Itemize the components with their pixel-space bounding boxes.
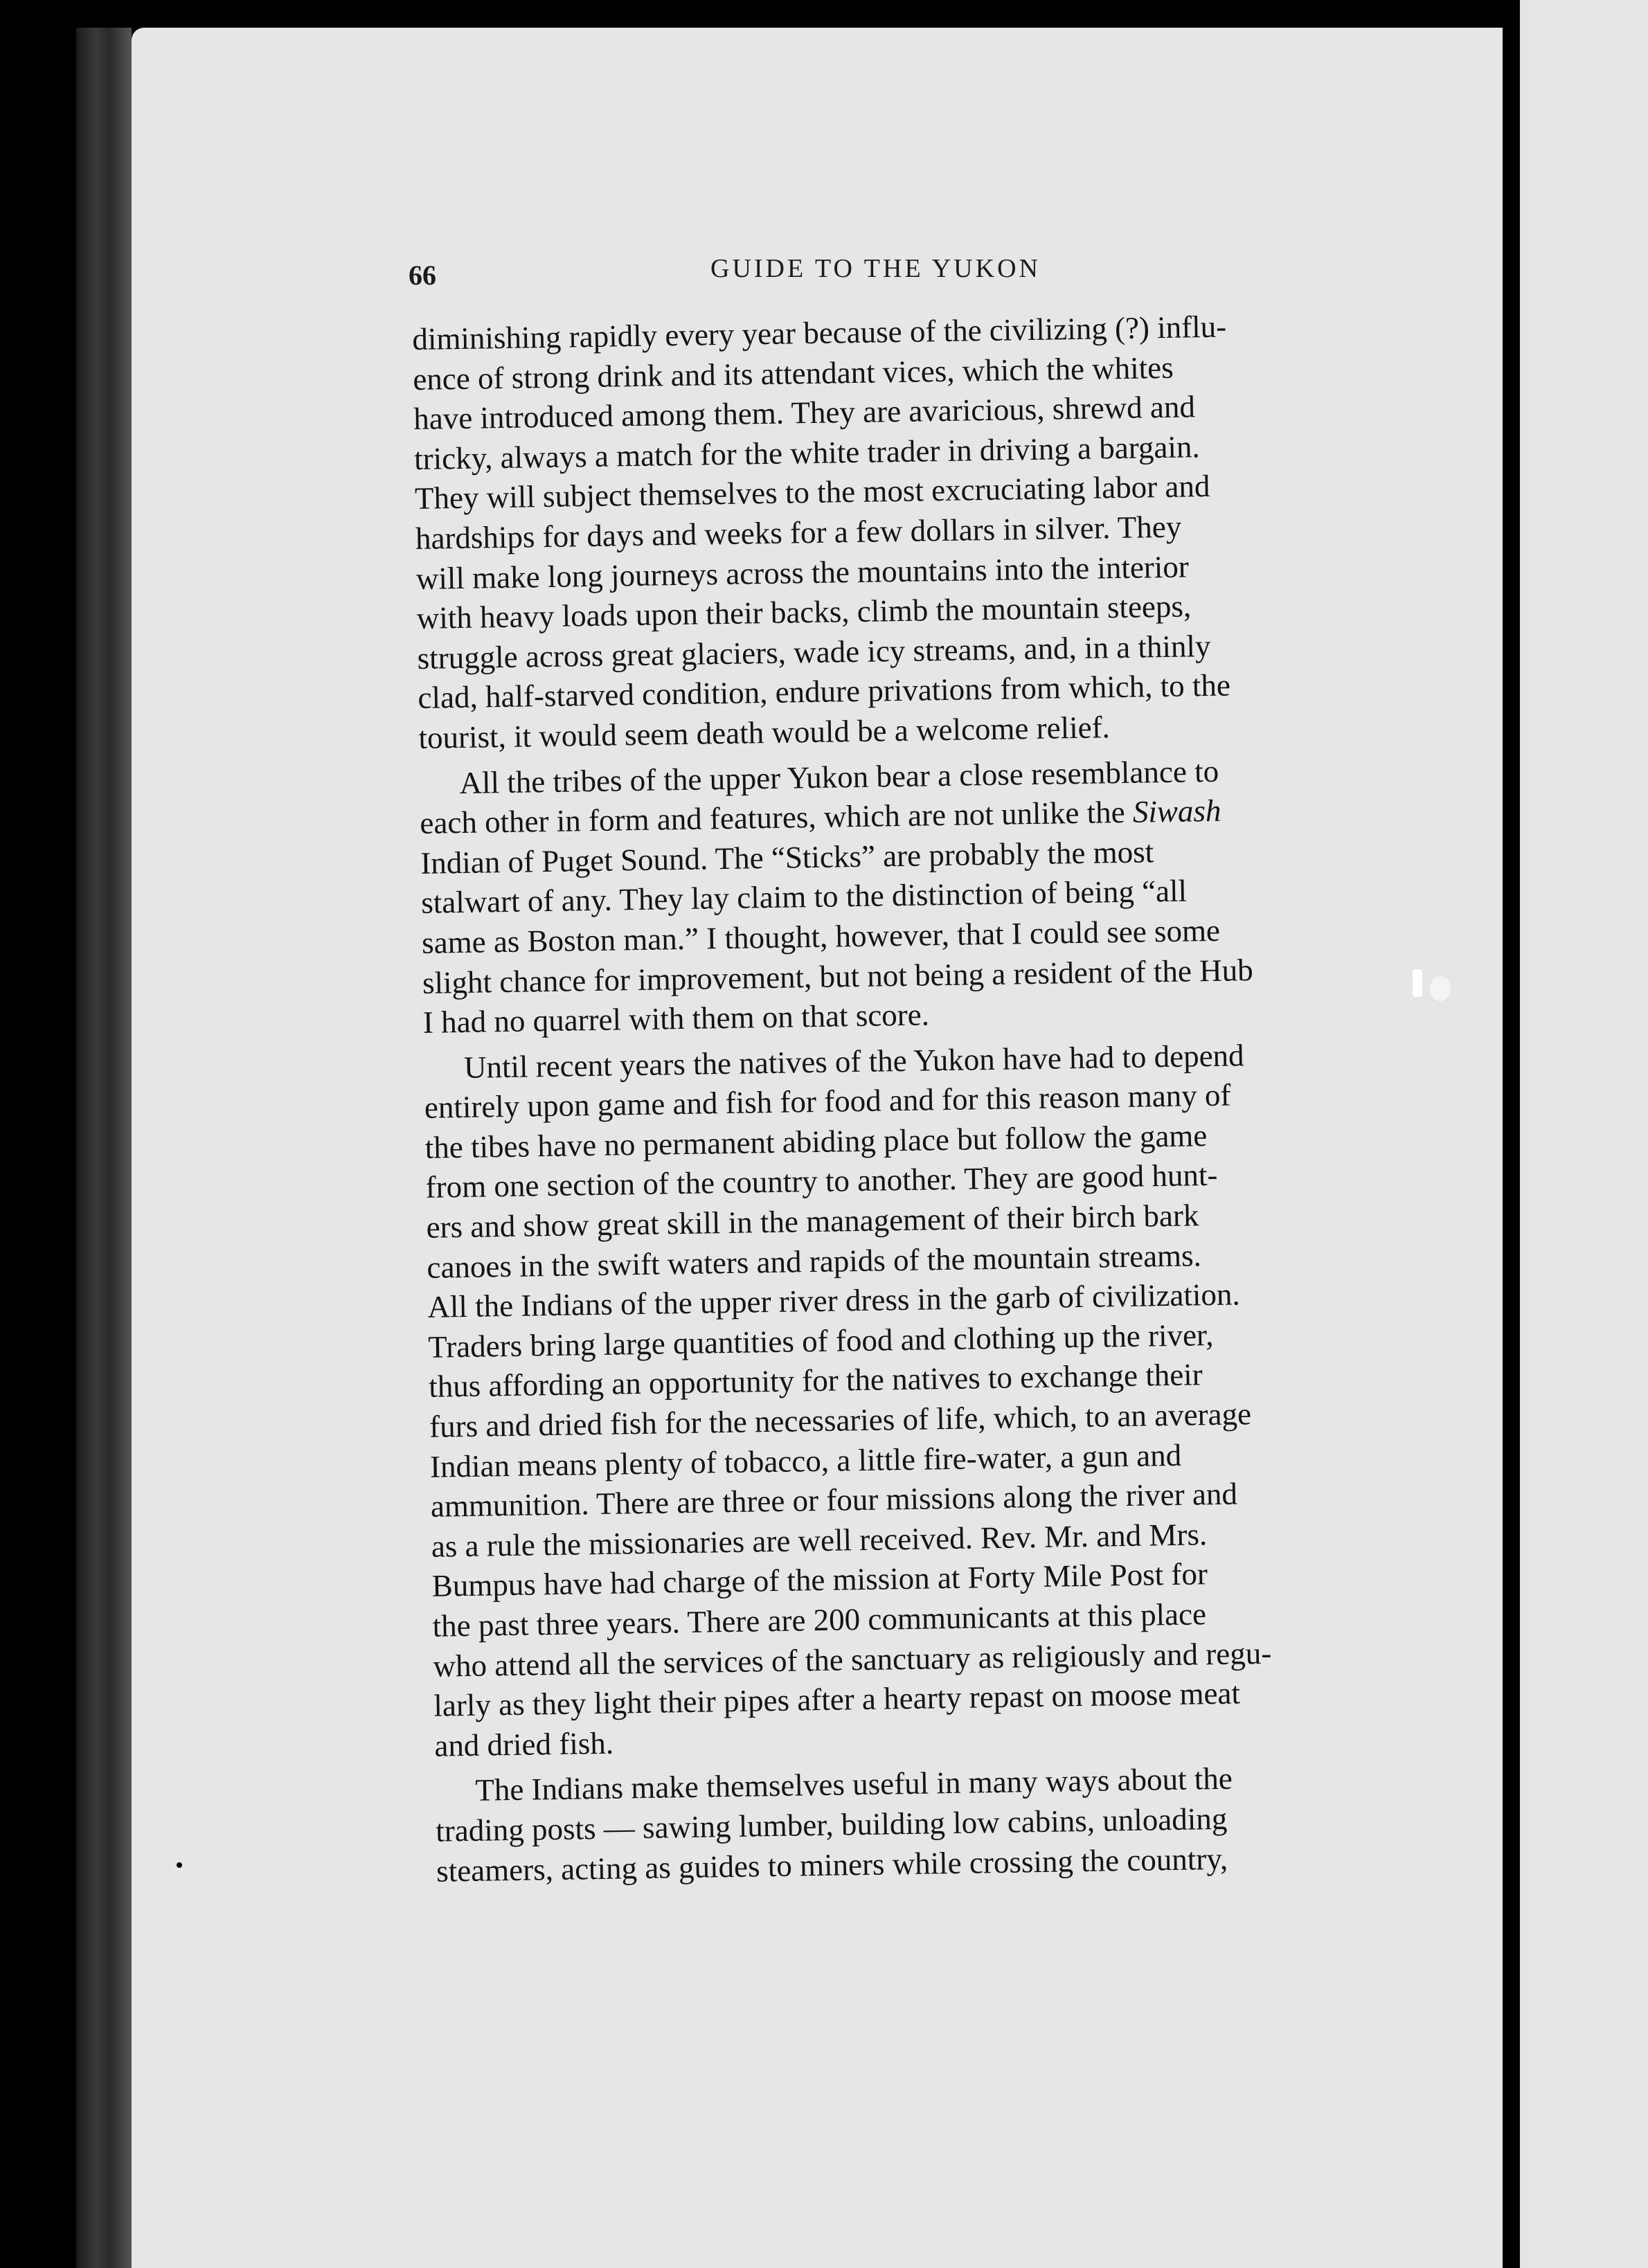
text-line: canoes in the swift waters and rapids of the mountain streams. <box>427 1237 1202 1285</box>
text-line: ence of strong drink and its attendant vices, which the whites <box>412 350 1174 397</box>
text-line: Indian of Puget Sound. The “Sticks” are probably the most <box>420 834 1154 881</box>
text-line: stalwart of any. They lay claim to the distinction of being “all <box>420 873 1188 921</box>
running-head <box>409 249 1433 291</box>
text-line: ammunition. There are three or four missions along the river and <box>430 1476 1238 1524</box>
text-line: I had no quarrel with them on that score. <box>422 997 930 1040</box>
text-line: All the Indians of the upper river dress in the garb of civilization. <box>427 1277 1241 1325</box>
text-line: as a rule the missionaries are well received. Rev. Mr. and Mrs. <box>431 1516 1208 1564</box>
text-line: struggle across great glaciers, wade icy streams, and, in a thinly <box>417 628 1211 676</box>
text-line: tricky, always a match for the white trader in driving a bargain. <box>413 429 1201 476</box>
text-line: steamers, acting as guides to miners while crossing the country, <box>436 1841 1228 1889</box>
text-line: each other in form and features, which are not unlike the Siwash <box>420 793 1221 841</box>
text-line: Bumpus have had charge of the mission at Forty Mile Post for <box>431 1556 1208 1604</box>
text-line: ers and show great skill in the management of their birch bark <box>426 1198 1199 1245</box>
text-line: They will subject themselves to the most excruciating labor and <box>414 469 1210 516</box>
text-line: diminishing rapidly every year because of the civilizing (?) influ- <box>412 309 1227 357</box>
text-line: tourist, it would seem death would be a welcome relief. <box>418 710 1111 755</box>
body-text <box>412 305 1419 1891</box>
text-line: All the tribes of the upper Yukon bear a close resemblance to <box>459 753 1219 800</box>
scan-speck <box>177 1862 182 1868</box>
scan-speck <box>1413 969 1422 997</box>
text-line: will make long journeys across the mountains into the interior <box>415 548 1190 596</box>
text-line: Indian means plenty of tobacco, a little fire-water, a gun and <box>429 1437 1182 1484</box>
text-line: Until recent years the natives of the Yukon have had to depend <box>463 1037 1244 1085</box>
book-binding <box>76 28 132 2268</box>
facing-page-edge <box>1520 0 1648 2268</box>
text-line: trading posts — sawing lumber, building low cabins, unloading <box>435 1801 1228 1848</box>
text-line: from one section of the country to another. They are good hunt- <box>425 1158 1218 1205</box>
text-line: and dried fish. <box>433 1725 614 1763</box>
page-number: 66 <box>409 260 436 291</box>
text-line: slight chance for improvement, but not being a resident of the Hub <box>422 952 1253 1000</box>
page-gutter <box>1503 0 1521 2268</box>
text-line: clad, half-starved condition, endure privations from which, to the <box>418 667 1231 716</box>
text-line: the tibes have no permanent abiding place but follow the game <box>424 1117 1208 1165</box>
text-line: have introduced among them. They are avaricious, shrewd and <box>413 389 1196 437</box>
text-line: Traders bring large quantities of food and clothing up the river, <box>427 1317 1214 1365</box>
text-line: furs and dried fish for the necessaries of life, which, to an average <box>429 1396 1252 1444</box>
running-title: GUIDE TO THE YUKON <box>710 254 1041 283</box>
text-line: same as Boston man.” I thought, however, that I could see some <box>421 912 1221 960</box>
text-line: The Indians make themselves useful in many ways about the <box>474 1761 1233 1808</box>
text-line: thus affording an opportunity for the natives to exchange their <box>428 1357 1203 1405</box>
text-line: larly as they light their pipes after a hearty repast on moose meat <box>433 1675 1241 1723</box>
text-line: entirely upon game and fish for food and for this reason many of <box>424 1077 1231 1126</box>
text-line: with heavy loads upon their backs, climb the mountain steeps, <box>416 588 1192 636</box>
text-line: the past three years. There are 200 communicants at this place <box>432 1596 1207 1644</box>
text-line: who attend all the services of the sanctuary as religiously and regu- <box>433 1635 1272 1684</box>
scan-speck <box>1430 976 1451 1001</box>
text-line: hardships for days and weeks for a few dollars in silver. They <box>415 509 1182 556</box>
